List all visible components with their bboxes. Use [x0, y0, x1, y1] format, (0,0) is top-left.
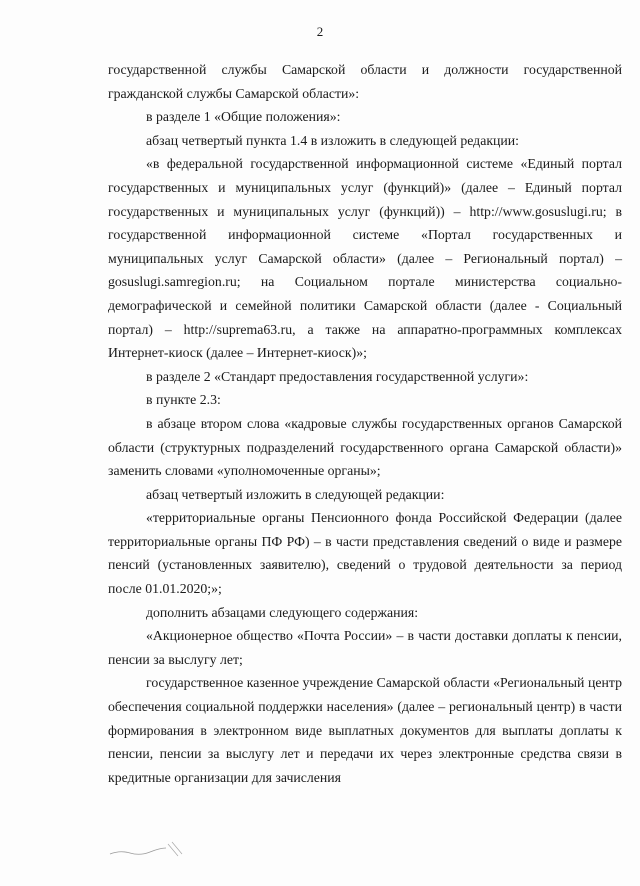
- paragraph-2: в разделе 1 «Общие положения»:: [146, 109, 341, 125]
- paragraph-1: государственной службы Самарской области и должности государственной гражданской службы Самарской области»:: [108, 62, 622, 101]
- paragraph-4: «в федеральной государственной информационной системе «Единый портал государственных и муниципальных услуг (функций)» (далее – Единый портал государственных и муниципальных услуг (функций)) – http://www.gosuslugi.ru; в государственной информационной системе «Портал государственных и муниципальных услуг Самарской области» (далее – Региональный портал) – gosuslugi.samregion.ru; на Социальном портале министерства социально-демографической и семейной политики Самарской области (далее - Социальный портал) – http://suprema63.ru, а также на аппаратно-программных комплексах Интернет-киоск (далее – Интернет-киоск)»;: [108, 156, 622, 361]
- paragraph-10: дополнить абзацами следующего содержания:: [146, 604, 419, 620]
- paragraph-9: «территориальные органы Пенсионного фонда Российской Федерации (далее территориальные органы ПФ РФ) – в части представления сведений о виде и размере пенсий (установленных заявителю), сведений о трудовой деятельности за период после 01.01.2020;»;: [108, 510, 622, 597]
- paragraph-11: «Акционерное общество «Почта России» – в части доставки доплаты к пенсии, пенсии за выслугу лет;: [108, 628, 622, 667]
- paragraph-7: в абзаце втором слова «кадровые службы государственных органов Самарской области (структурных подразделений государственного органа Самарской области)» заменить словами «уполномоченные органы»;: [108, 415, 622, 479]
- paragraph-3: абзац четвертый пункта 1.4 в изложить в следующей редакции:: [146, 132, 520, 148]
- paragraph-6: в пункте 2.3:: [146, 392, 221, 408]
- paragraph-5: в разделе 2 «Стандарт предоставления государственной услуги»:: [146, 368, 529, 384]
- document-body: [108, 58, 622, 789]
- page-number: 2: [316, 24, 324, 39]
- paragraph-12: государственное казенное учреждение Самарской области «Региональный центр обеспечения социальной поддержки населения» (далее – региональный центр) в части формирования в электронном виде выплатных документов для выплаты доплаты к пенсии, пенсии за выслугу лет и передачи их через электронные средства связи в кредитные организации для зачисления: [108, 675, 622, 785]
- scan-mark: [108, 832, 188, 872]
- paragraph-8: абзац четвертый изложить в следующей редакции:: [146, 486, 445, 502]
